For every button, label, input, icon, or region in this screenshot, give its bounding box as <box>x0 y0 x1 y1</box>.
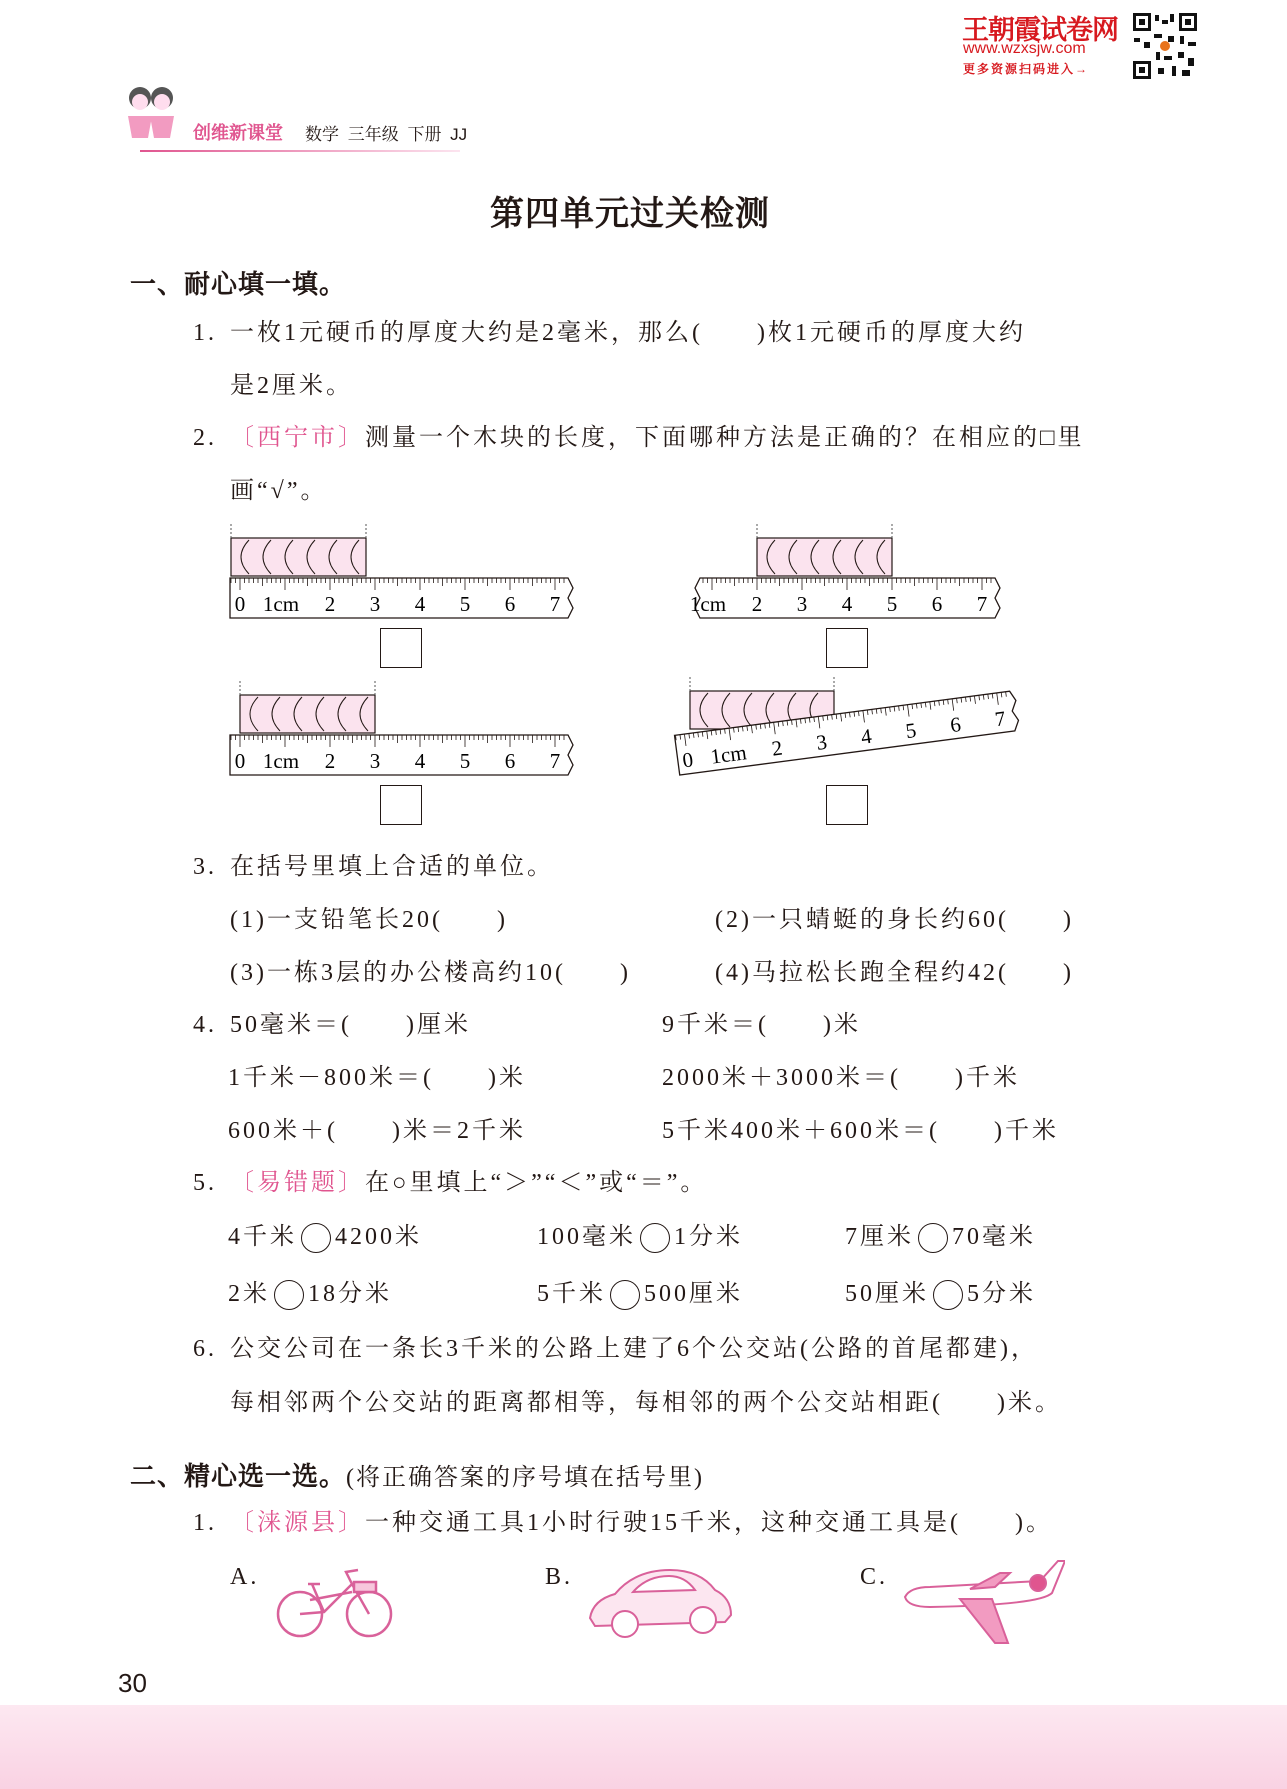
ruler-label: 2 <box>751 592 763 616</box>
q1-line1: 一枚1元硬币的厚度大约是2毫米，那么( )枚1元硬币的厚度大约 <box>230 320 1026 346</box>
ruler-label: 7 <box>549 749 561 773</box>
ruler-label: 4 <box>414 749 426 773</box>
q3-item-1: (1)一支铅笔长20( ) <box>230 907 508 933</box>
ruler <box>230 578 573 618</box>
ruler-label: 0 <box>234 749 246 773</box>
ruler-label: 2 <box>324 749 336 773</box>
ruler-label: 6 <box>504 592 516 616</box>
ruler-label: 7 <box>993 706 1007 732</box>
ruler-label: 1cm <box>689 592 727 616</box>
ruler-label: 3 <box>369 749 381 773</box>
footer-band <box>0 1705 1287 1789</box>
ruler-label: 3 <box>814 729 829 755</box>
compare-right: 5分米 <box>967 1281 1036 1307</box>
section2-heading <box>130 1456 704 1493</box>
section2-instruction: (将正确答案的序号填在括号里) <box>346 1465 704 1491</box>
s2q1-text: 一种交通工具1小时行驶15千米，这种交通工具是( )。 <box>365 1510 1053 1536</box>
compare-right: 1分米 <box>674 1224 743 1250</box>
compare-circle-input[interactable] <box>610 1280 640 1310</box>
ruler-label: 2 <box>324 592 336 616</box>
compare-left: 4千米 <box>228 1224 297 1250</box>
compare-right: 70毫米 <box>952 1224 1036 1250</box>
wood-block <box>757 524 892 576</box>
ruler-label: 6 <box>504 749 516 773</box>
ruler-diagram <box>690 524 1000 618</box>
q3-item-2: (2)一只蜻蜓的身长约60( ) <box>715 907 1074 933</box>
q4-item-4: 2000米＋3000米＝( )千米 <box>662 1065 1020 1091</box>
compare-item <box>537 1279 743 1310</box>
option-c-label[interactable]: C. <box>860 1564 889 1590</box>
ruler-diagrams <box>0 0 1287 800</box>
bicycle-icon[interactable] <box>272 1562 397 1640</box>
ruler-label: 0 <box>234 592 246 616</box>
ruler-label: 5 <box>886 592 898 616</box>
brand-url[interactable]: www.wzxsjw.com <box>963 40 1086 57</box>
wood-block <box>231 524 366 576</box>
q2-source-tag: 〔西宁市〕 <box>230 425 365 451</box>
section2-title: 二、精心选一选。 <box>130 1461 347 1491</box>
q6-number: 6. <box>193 1336 217 1362</box>
page-title: 第四单元过关检测 <box>490 195 770 233</box>
s2q1-number: 1. <box>193 1510 217 1536</box>
ruler-label: 4 <box>841 592 853 616</box>
option-a-label[interactable]: A. <box>230 1564 260 1590</box>
ruler-label: 7 <box>549 592 561 616</box>
ruler-label: 1cm <box>262 592 300 616</box>
compare-left: 100毫米 <box>537 1224 636 1250</box>
answer-checkbox-4[interactable] <box>826 785 868 825</box>
q2-line2: 画“√”。 <box>230 478 328 504</box>
ruler-label: 4 <box>414 592 426 616</box>
q1-line2: 是2厘米。 <box>230 373 353 399</box>
q5-source-tag: 〔易错题〕 <box>230 1170 365 1196</box>
ruler-label: 0 <box>681 747 695 773</box>
ruler-label: 7 <box>976 592 988 616</box>
brand-tagline: 更多资源扫码进入→ <box>963 62 1090 76</box>
ruler-diagram <box>675 677 1020 775</box>
airplane-icon[interactable] <box>900 1555 1065 1645</box>
compare-left: 5千米 <box>537 1281 606 1307</box>
s2q1-source-tag: 〔涞源县〕 <box>230 1510 365 1536</box>
ruler-label: 2 <box>770 735 784 761</box>
compare-left: 2米 <box>228 1281 270 1307</box>
brand-logo: 王朝霞试卷网 <box>962 15 1118 45</box>
compare-right: 500厘米 <box>644 1281 743 1307</box>
ruler <box>230 735 573 775</box>
q4-item-1: 50毫米＝( )厘米 <box>230 1012 471 1038</box>
ruler-diagram <box>230 681 573 775</box>
ruler-label: 4 <box>859 723 874 749</box>
q2-text: 测量一个木块的长度，下面哪种方法是正确的？在相应的□里 <box>365 425 1085 451</box>
compare-item <box>537 1222 743 1253</box>
compare-left: 7厘米 <box>845 1224 914 1250</box>
q4-item-2: 9千米＝( )米 <box>662 1012 861 1038</box>
q5-text: 在○里填上“＞”“＜”或“＝”。 <box>365 1170 708 1196</box>
q4-item-3: 1千米－800米＝( )米 <box>228 1065 526 1091</box>
q3-item-3: (3)一栋3层的办公楼高约10( ) <box>230 960 631 986</box>
wood-block <box>240 681 375 733</box>
answer-checkbox-2[interactable] <box>826 628 868 668</box>
compare-right: 18分米 <box>308 1281 392 1307</box>
compare-circle-input[interactable] <box>274 1280 304 1310</box>
answer-checkbox-3[interactable] <box>380 785 422 825</box>
compare-right: 4200米 <box>335 1224 422 1250</box>
ruler-label: 5 <box>459 592 471 616</box>
ruler-label: 6 <box>948 712 963 738</box>
q5-line <box>230 1168 707 1198</box>
q3-item-4: (4)马拉松长跑全程约42( ) <box>715 960 1074 986</box>
compare-circle-input[interactable] <box>301 1223 331 1253</box>
ruler <box>690 578 1000 618</box>
ruler-label: 1cm <box>708 740 748 769</box>
car-icon[interactable] <box>585 1560 735 1642</box>
option-b-label[interactable]: B. <box>545 1564 574 1590</box>
compare-item <box>845 1222 1036 1253</box>
compare-circle-input[interactable] <box>918 1223 948 1253</box>
q4-item-5: 600米＋( )米＝2千米 <box>228 1118 526 1144</box>
ruler-label: 5 <box>459 749 471 773</box>
q6-line1: 公交公司在一条长3千米的公路上建了6个公交站(公路的首尾都建)， <box>230 1336 1038 1362</box>
page-number: 30 <box>118 1668 147 1698</box>
series-name: 创维新课堂 <box>193 123 283 143</box>
ruler-label: 3 <box>796 592 808 616</box>
answer-checkbox-1[interactable] <box>380 628 422 668</box>
compare-item <box>228 1279 392 1310</box>
q3-number: 3. <box>193 854 217 880</box>
q5-number: 5. <box>193 1170 217 1196</box>
compare-circle-input[interactable] <box>640 1223 670 1253</box>
q2-number: 2. <box>193 425 217 451</box>
q1-number: 1. <box>193 320 217 346</box>
section1-heading: 一、耐心填一填。 <box>130 269 347 299</box>
q4-item-6: 5千米400米＋600米＝( )千米 <box>662 1118 1059 1144</box>
ruler-label: 1cm <box>262 749 300 773</box>
book-info: 数学 三年级 下册 JJ <box>305 125 468 144</box>
compare-item <box>228 1222 422 1253</box>
q3-text: 在括号里填上合适的单位。 <box>230 854 554 880</box>
ruler-label: 6 <box>931 592 943 616</box>
q6-line2: 每相邻两个公交站的距离都相等，每相邻的两个公交站相距( )米。 <box>230 1390 1062 1416</box>
compare-circle-input[interactable] <box>933 1280 963 1310</box>
ruler-label: 3 <box>369 592 381 616</box>
s2q1-line <box>230 1508 1053 1538</box>
ruler-diagram <box>230 524 573 618</box>
q4-number: 4. <box>193 1012 217 1038</box>
compare-left: 50厘米 <box>845 1281 929 1307</box>
ruler-label: 5 <box>904 717 918 744</box>
compare-item <box>845 1279 1036 1310</box>
